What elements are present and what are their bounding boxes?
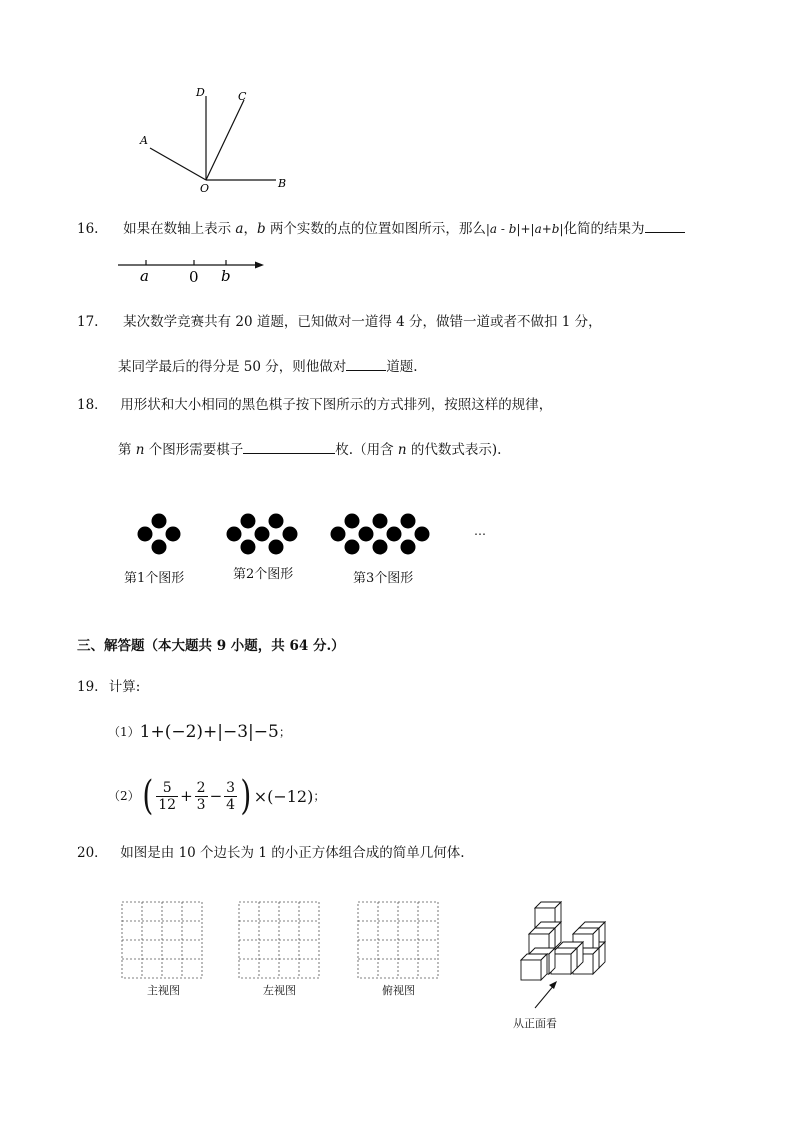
front-view-grid — [122, 902, 202, 978]
fraction-3-denominator: 4 — [226, 796, 236, 813]
label-B: B — [278, 177, 287, 190]
q17-text-line1: 某次数学竞赛共有 20 道题，已知做对一道得 4 分，做错一道或者不做扣 1 分， — [123, 314, 602, 330]
q16-answer-blank[interactable] — [645, 220, 685, 233]
q18-var-n2: n — [397, 442, 407, 458]
fraction-3-numerator: 3 — [226, 779, 236, 796]
q18-text-2d: 的代数式表示). — [406, 442, 502, 458]
q16-text-b: 两个实数的点的位置如图所示，那么 — [265, 221, 486, 237]
q18-line2 — [118, 441, 501, 458]
q17-line1 — [77, 316, 602, 330]
q19-header — [77, 681, 140, 695]
numberline-zero: 0 — [189, 268, 199, 286]
pattern-figure-2 — [227, 514, 298, 555]
fraction-2-denominator: 3 — [196, 796, 206, 813]
q19-part2 — [108, 772, 325, 820]
top-view-grid — [358, 902, 438, 978]
q18-line1 — [77, 399, 552, 413]
q18-answer-blank[interactable] — [243, 441, 335, 454]
operator-plus: + — [180, 787, 193, 805]
grid-caption-left: 左视图 — [263, 984, 296, 997]
view-grids[interactable] — [118, 898, 448, 986]
q19-part1-label: （1） — [108, 725, 140, 739]
q18-text-2b: 个图形需要棋子 — [144, 442, 244, 458]
q18-number: 18． — [77, 397, 108, 413]
q19-number: 19. — [77, 679, 99, 695]
fraction-3 — [224, 780, 237, 813]
label-A: A — [140, 134, 148, 147]
fraction-1-denominator: 12 — [158, 796, 177, 813]
arrow-caption: 从正面看 — [513, 1017, 557, 1030]
q19-part2-tail: ×(−12) — [253, 786, 314, 806]
pattern-figure-3 — [331, 514, 430, 555]
q17-text-line2b: 道题. — [386, 359, 418, 375]
q19-part1-end: ； — [278, 725, 291, 739]
cube-stack-figure — [515, 896, 615, 1016]
pattern-figure-1 — [138, 514, 181, 555]
q19-part1-expression: 1+(−2)+|−3|−5 — [139, 722, 279, 742]
q18-text-line1: 用形状和大小相同的黑色棋子按下图所示的方式排列，按照这样的规律， — [120, 397, 553, 413]
fraction-2 — [195, 780, 208, 813]
q19-part2-end: ； — [313, 789, 326, 803]
chess-pattern-figures — [130, 508, 500, 558]
q16-text-a: 如果在数轴上表示 — [123, 221, 236, 237]
q20-number: 20． — [77, 845, 108, 861]
left-view-grid — [239, 902, 319, 978]
q16-var-b: b — [256, 221, 266, 237]
q20-line — [77, 847, 465, 861]
q16-var-a: a — [235, 221, 244, 237]
grid-caption-top: 俯视图 — [382, 984, 415, 997]
section3-title: 三、解答题（本大题共 9 小题，共 64 分.） — [77, 638, 345, 654]
number-line — [114, 252, 274, 286]
label-O: O — [200, 182, 210, 195]
pattern-caption-3: 第3个图形 — [353, 571, 414, 586]
q17-number: 17. — [77, 314, 99, 330]
fraction-2-numerator: 2 — [196, 779, 206, 796]
open-paren: ( — [141, 773, 153, 819]
q16-expression: |a - b|+|a+b| — [485, 222, 564, 236]
q18-var-n: n — [135, 442, 145, 458]
q20-text: 如图是由 10 个边长为 1 的小正方体组合成的简单几何体. — [120, 845, 465, 861]
numberline-b: b — [221, 267, 231, 285]
q19-part1 — [108, 722, 291, 742]
q16-number: 16. — [77, 221, 99, 237]
fraction-1 — [156, 780, 178, 813]
pattern-caption-1: 第1个图形 — [124, 571, 185, 586]
q17-answer-blank[interactable] — [346, 358, 386, 371]
label-D: D — [196, 86, 205, 99]
grid-caption-front: 主视图 — [147, 984, 180, 997]
label-C: C — [238, 90, 247, 103]
q16-sep: ， — [243, 221, 257, 237]
q16-line — [77, 220, 685, 237]
q16-text-c: 化简的结果为 — [563, 221, 645, 237]
angle-figure — [130, 80, 300, 195]
q18-text-2c: 枚.（用含 — [335, 442, 398, 458]
q19-part2-label: （2） — [108, 789, 140, 803]
numberline-a: a — [140, 267, 149, 285]
q19-title: 计算: — [108, 679, 141, 695]
fraction-1-numerator: 5 — [162, 779, 172, 796]
pattern-ellipsis: … — [474, 524, 486, 538]
operator-minus: − — [209, 787, 223, 805]
close-paren: ) — [240, 773, 252, 819]
q17-line2 — [118, 358, 418, 375]
pattern-caption-2: 第2个图形 — [233, 567, 294, 582]
q18-text-2a: 第 — [118, 442, 136, 458]
q17-text-line2a: 某同学最后的得分是 50 分，则他做对 — [118, 359, 347, 375]
